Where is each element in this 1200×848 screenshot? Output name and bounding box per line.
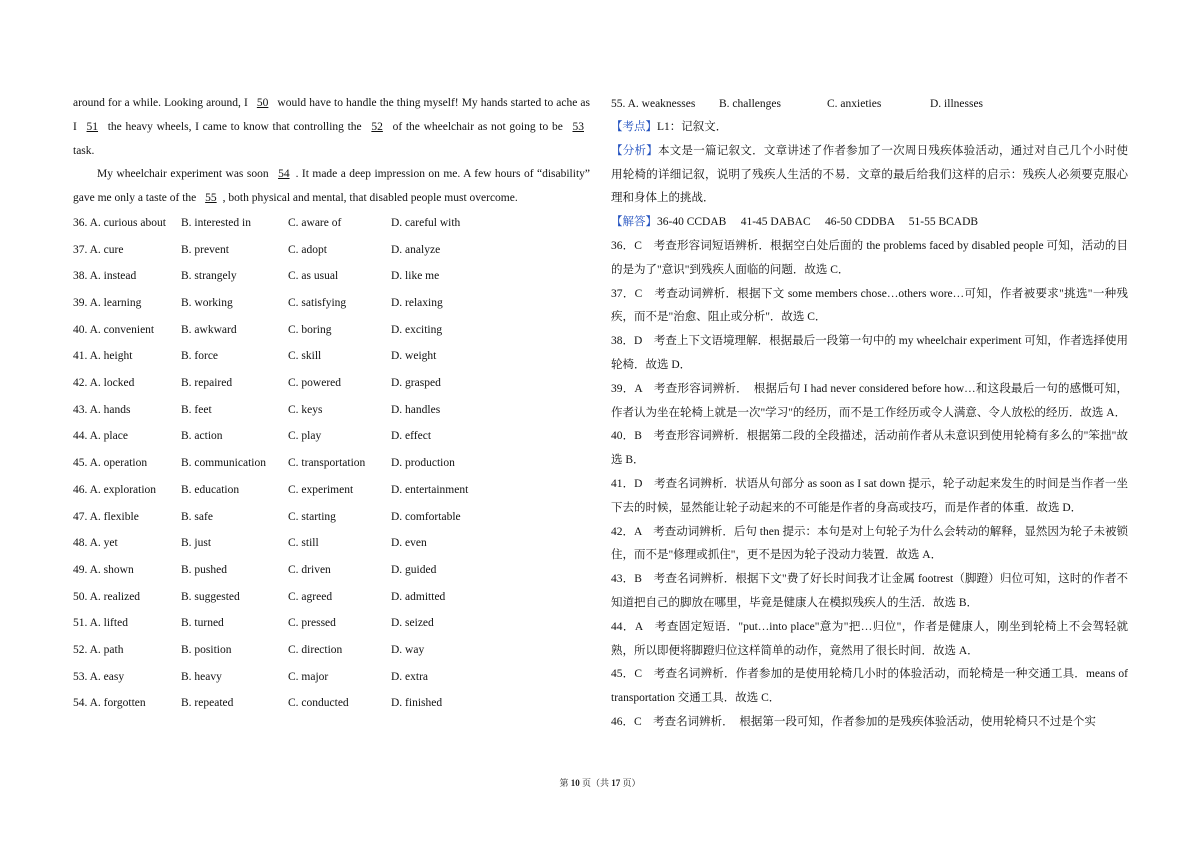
option-row: 41. A. height B. force C. skill D. weight xyxy=(73,350,437,363)
option-row: 48. A. yet B. just C. still D. even xyxy=(73,537,427,550)
passage-paragraph: around for a while. Looking around, I 50 would have to handle the thing myself! My hands started to ache as I 51 the heavy wheels, I came to know that controlling the 52 of the wheelchair as not going to be 53 task. xyxy=(73,97,591,157)
option-row: 45. A. operation B. communication C. transportation D. production xyxy=(73,457,455,470)
passage-paragraph: My wheelchair experiment was soon 54 . It made a deep impression on me. A few hours of “disability” gave me only a taste of the 55 , both physical and mental, that disabled people must overcome. xyxy=(73,168,590,205)
option-row: 38. A. instead B. strangely C. as usual D. like me xyxy=(73,270,440,283)
option-row: 43. A. hands B. feet C. keys D. handles xyxy=(73,403,441,416)
blank-54: 54 xyxy=(278,168,290,181)
option-row: 55. A. weaknesses B. challenges C. anxieties D. illnesses xyxy=(611,98,984,110)
explanation-42: 42．A 考查动词辨析．后句 then 提示：本句是对上句轮子为什么会转动的解释，显然因为轮子未被锁住，而不是"修理或抓住"，更不是因为轮子没动力装置．故选 A． xyxy=(611,525,1128,562)
option-row: 36. A. curious about B. interested in C. aware of D. careful with xyxy=(73,216,461,229)
fenxi-tag: 【分析】 xyxy=(611,144,659,157)
page-total: 17 xyxy=(611,778,621,788)
option-row: 46. A. exploration B. education C. experiment D. entertainment xyxy=(73,483,469,496)
jieda-tag: 【解答】 xyxy=(611,216,657,229)
option-row: 54. A. forgotten B. repeated C. conducted D. finished xyxy=(73,697,443,710)
explanation-44: 44．A 考查固定短语．"put…into place"意为"把…归位"，作者是健康人，刚坐到轮椅上不会驾轻就熟，所以即便将脚蹬归位这样简单的动作，竟然用了很长时间．故选 A． xyxy=(611,620,1128,657)
option-row: 40. A. convenient B. awkward C. boring D. exciting xyxy=(73,323,443,336)
option-row: 51. A. lifted B. turned C. pressed D. seized xyxy=(73,617,434,630)
fenxi-section: 【分析】本文是一篇记叙文．文章讲述了作者参加了一次周日残疾体验活动，通过对自己几个小时使用轮椅的详细记叙，说明了残疾人生活的不易．文章的最后给我们这样的启示：残疾人必须要克服心理和身体上的挑战． xyxy=(611,144,1129,205)
explanation-39: 39．A 考查形容词辨析． 根据后句 I had never considered before how…和这段最后一句的感慨可知，作者认为坐在轮椅上就是一次"学习"的经历，而不是工作经历或令人满意、令人放松的经历．故选 A． xyxy=(611,382,1128,419)
explanation-41: 41．D 考查名词辨析．状语从句部分 as soon as I sat down 提示，轮子动起来发生的时间是当作者一坐下去的时候，显然能让轮子动起来的不可能是作者的身高或技巧，而是作者的体重．故选 D． xyxy=(611,477,1128,514)
kaodian-tag: 【考点】 xyxy=(611,121,657,133)
explanation-45: 45．C 考查名词辨析．作者参加的是使用轮椅几小时的体验活动，而轮椅是一种交通工具．means of transportation 交通工具．故选 C． xyxy=(611,668,1128,705)
option-row: 49. A. shown B. pushed C. driven D. guided xyxy=(73,563,437,576)
explanation-43: 43．B 考查名词辨析．根据下文"费了好长时间我才让金属 footrest（脚蹬）归位可知，这时的作者不知道把自己的脚放在哪里，毕竟是健康人在模拟残疾人的生活．故选 B． xyxy=(611,573,1128,609)
page-number: 10 xyxy=(570,778,580,788)
option-row: 52. A. path B. position C. direction D. way xyxy=(73,643,425,656)
blank-52: 52 xyxy=(371,120,383,133)
option-row: 50. A. realized B. suggested C. agreed D. admitted xyxy=(73,590,446,603)
blank-55: 55 xyxy=(205,192,217,205)
explanation-38: 38．D 考查上下文语境理解．根据最后一段第一句中的 my wheelchair experiment 可知，作者选择使用轮椅．故选 D． xyxy=(611,335,1128,371)
explanation-46: 46．C 考查名词辨析． 根据第一段可知，作者参加的是残疾体验活动，使用轮椅只不过是个实 xyxy=(611,715,1096,728)
right-column xyxy=(611,92,1128,735)
blank-53: 53 xyxy=(572,120,584,133)
explanation-36: 36．C 考查形容词短语辨析．根据空白处后面的 the problems faced by disabled people 可知，活动的目的是为了"意识"到残疾人面临的问题．故选 C． xyxy=(611,239,1128,276)
blank-51: 51 xyxy=(86,120,99,133)
blank-50: 50 xyxy=(256,97,269,109)
option-row: 39. A. learning B. working C. satisfying D. relaxing xyxy=(73,297,443,310)
explanation-40: 40．B 考查形容词辨析．根据第二段的全段描述，活动前作者从未意识到使用轮椅有多么的"笨拙"故选 B． xyxy=(611,430,1128,467)
option-row: 37. A. cure B. prevent C. adopt D. analyze xyxy=(73,243,441,256)
page-footer: 第 10 页（共 17 页） xyxy=(559,778,641,788)
option-row: 42. A. locked B. repaired C. powered D. grasped xyxy=(73,377,441,390)
option-row: 44. A. place B. action C. play D. effect xyxy=(73,430,432,443)
options-list xyxy=(73,210,590,717)
option-row: 53. A. easy B. heavy C. major D. extra xyxy=(73,670,429,683)
explanation-37: 37．C 考查动词辨析．根据下文 some members chose…others wore…可知，作者被要求"挑选"一种残疾，而不是"治愈、阻止或分析"．故选 C． xyxy=(611,287,1128,324)
option-row: 47. A. flexible B. safe C. starting D. comfortable xyxy=(73,510,461,523)
kaodian-section: 【考点】L1：记叙文． xyxy=(611,121,728,133)
left-column xyxy=(73,92,590,717)
jieda-section: 【解答】36-40 CCDAB 41-45 DABAC 46-50 CDDBA 51-55 BCADB xyxy=(611,216,979,229)
